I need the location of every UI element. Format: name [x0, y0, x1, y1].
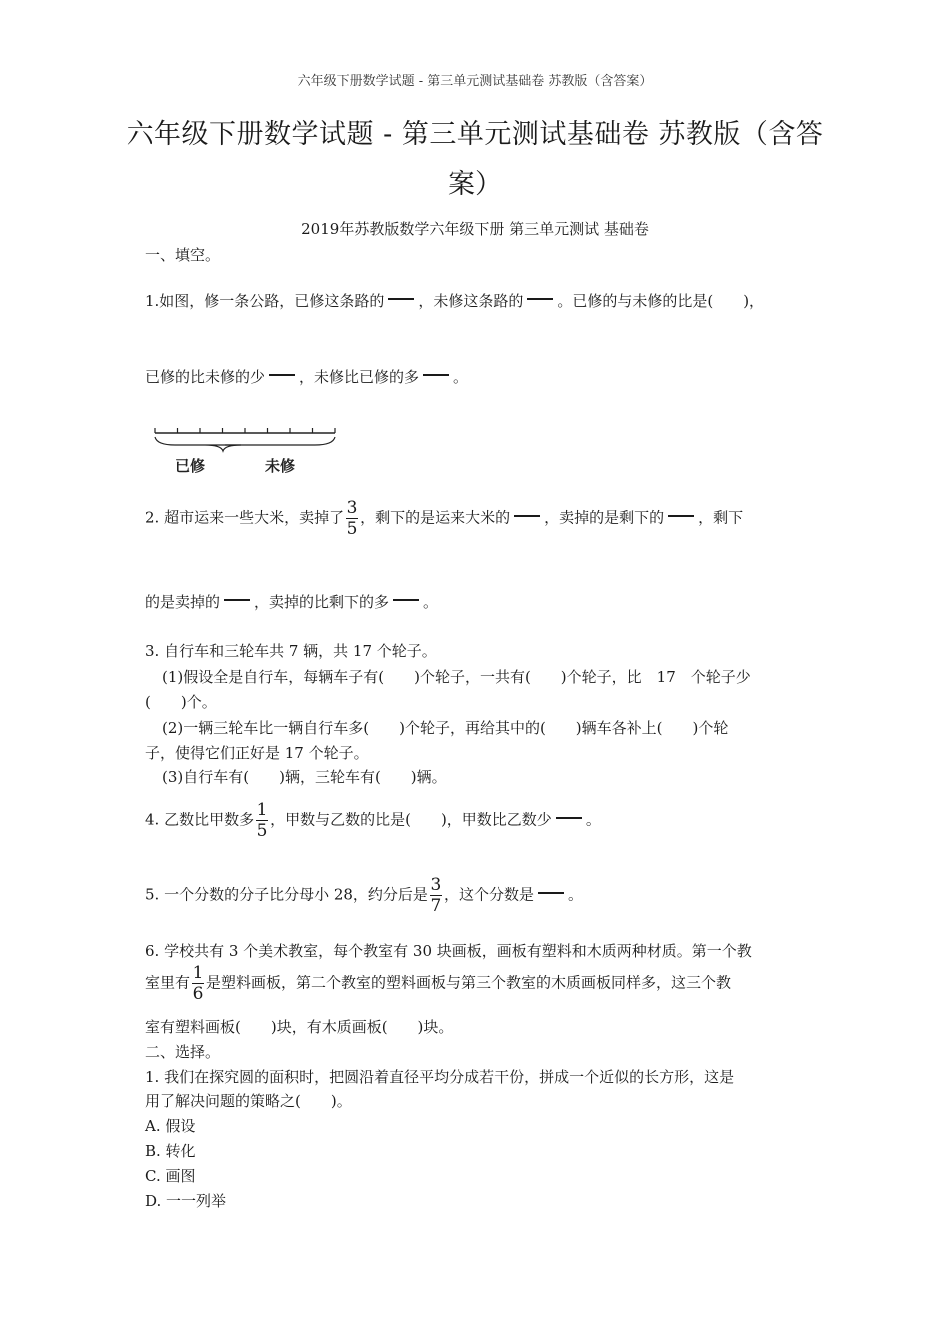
answer-blank[interactable]	[514, 515, 540, 517]
fraction	[256, 800, 268, 841]
q2-text-d: ，剩下	[698, 508, 744, 527]
q6-text-c: 是塑料画板，第二个教室的塑料画板与第三个教室的木质画板同样多，这三个教	[206, 973, 732, 992]
option-a[interactable]: A. 假设	[145, 1117, 196, 1135]
fraction-denominator: 6	[192, 984, 204, 1004]
question-2-line-2	[145, 591, 438, 612]
question-5	[145, 875, 583, 916]
question-1-line-1	[145, 290, 764, 311]
road-segment-diagram	[145, 425, 345, 455]
q2-text-b: ，剩下的是运来大米的	[360, 508, 511, 527]
option-b[interactable]: B. 转化	[145, 1142, 196, 1160]
q2-text-f: ，卖掉的比剩下的多	[254, 593, 390, 611]
question-3-part-1-cont: ( )个。	[145, 693, 217, 711]
answer-blank[interactable]	[393, 599, 419, 601]
fraction-denominator: 5	[256, 821, 268, 841]
fraction-numerator: 1	[256, 800, 268, 820]
section-heading-fill-blank: 一、填空。	[145, 246, 221, 264]
answer-blank[interactable]	[527, 298, 553, 300]
q2-text-e: 的是卖掉的	[145, 593, 221, 611]
section-heading-choice: 二、选择。	[145, 1043, 221, 1061]
answer-blank[interactable]	[269, 374, 295, 376]
q5-text-b: ，这个分数是	[443, 885, 534, 904]
question-2-line-1	[145, 498, 743, 539]
choice-question-1-line-2: 用了解决问题的策略之( )。	[145, 1092, 352, 1110]
question-3-part-2: (2)一辆三轮车比一辆自行车多( )个轮子，再给其中的( )辆车各补上( )个轮	[162, 719, 729, 737]
running-header: 六年级下册数学试题 - 第三单元测试基础卷 苏教版（含答案）	[297, 74, 653, 89]
answer-blank[interactable]	[423, 374, 449, 376]
q2-text-g: 。	[423, 593, 439, 611]
q5-text-a: 5. 一个分数的分子比分母小 28，约分后是	[145, 885, 428, 904]
answer-blank[interactable]	[224, 599, 250, 601]
fraction-denominator: 7	[430, 896, 442, 916]
q1-text-b: ，未修这条路的	[418, 292, 524, 310]
question-6-line-2	[145, 963, 731, 1004]
q2-text-a: 2. 超市运来一些大米，卖掉了	[145, 508, 345, 527]
page-title-continued: 案）	[448, 169, 502, 200]
question-4	[145, 800, 601, 841]
option-d[interactable]: D. 一一列举	[145, 1192, 227, 1210]
q1-text-e: ，未修比已修的多	[299, 368, 420, 386]
option-c[interactable]: C. 画图	[145, 1167, 196, 1185]
q5-text-c: 。	[567, 885, 583, 904]
road-diagram	[145, 425, 345, 480]
fraction	[192, 963, 204, 1004]
label-done: 已修	[175, 457, 206, 475]
answer-blank[interactable]	[538, 892, 564, 894]
answer-blank[interactable]	[668, 515, 694, 517]
question-3-part-3: (3)自行车有( )辆，三轮车有( )辆。	[162, 768, 447, 786]
q6-text-b: 室里有	[145, 973, 191, 992]
subtitle: 2019年苏教版数学六年级下册 第三单元测试 基础卷	[301, 220, 649, 238]
question-3-part-2-cont: 子，使得它们正好是 17 个轮子。	[145, 744, 369, 762]
choice-question-1-line-1: 1. 我们在探究圆的面积时，把圆沿着直径平均分成若干份，拼成一个近似的长方形，这是	[145, 1068, 735, 1086]
question-3-part-1: (1)假设全是自行车，每辆车子有( )个轮子，一共有( )个轮子，比 17 个轮子少	[162, 668, 751, 686]
label-todo: 未修	[265, 457, 296, 475]
fraction	[430, 875, 442, 916]
fraction-numerator: 3	[346, 498, 358, 518]
fraction-numerator: 3	[430, 875, 442, 895]
q4-text-a: 4. 乙数比甲数多	[145, 810, 255, 829]
question-3-stem: 3. 自行车和三轮车共 7 辆，共 17 个轮子。	[145, 642, 437, 660]
fraction	[346, 498, 358, 539]
page-title: 六年级下册数学试题 - 第三单元测试基础卷 苏教版（含答	[126, 119, 824, 150]
q1-text-a: 1.如图，修一条公路，已修这条路的	[145, 292, 385, 310]
q1-text-d: 已修的比未修的少	[145, 368, 266, 386]
question-6-line-1: 6. 学校共有 3 个美术教室，每个教室有 30 块画板，画板有塑料和木质两种材质。第一个教	[145, 942, 752, 960]
q4-text-c: 。	[585, 810, 601, 829]
answer-blank[interactable]	[556, 817, 582, 819]
question-6-line-3: 室有塑料画板( )块，有木质画板( )块。	[145, 1018, 454, 1036]
question-1-line-2	[145, 366, 468, 387]
q1-text-c: 。已修的与未修的比是( )，	[557, 292, 765, 310]
q1-text-f: 。	[453, 368, 469, 386]
fraction-numerator: 1	[192, 963, 204, 983]
fraction-denominator: 5	[346, 519, 358, 539]
q4-text-b: ，甲数与乙数的比是( )，甲数比乙数少	[270, 810, 552, 829]
answer-blank[interactable]	[388, 298, 414, 300]
q2-text-c: ，卖掉的是剩下的	[544, 508, 665, 527]
